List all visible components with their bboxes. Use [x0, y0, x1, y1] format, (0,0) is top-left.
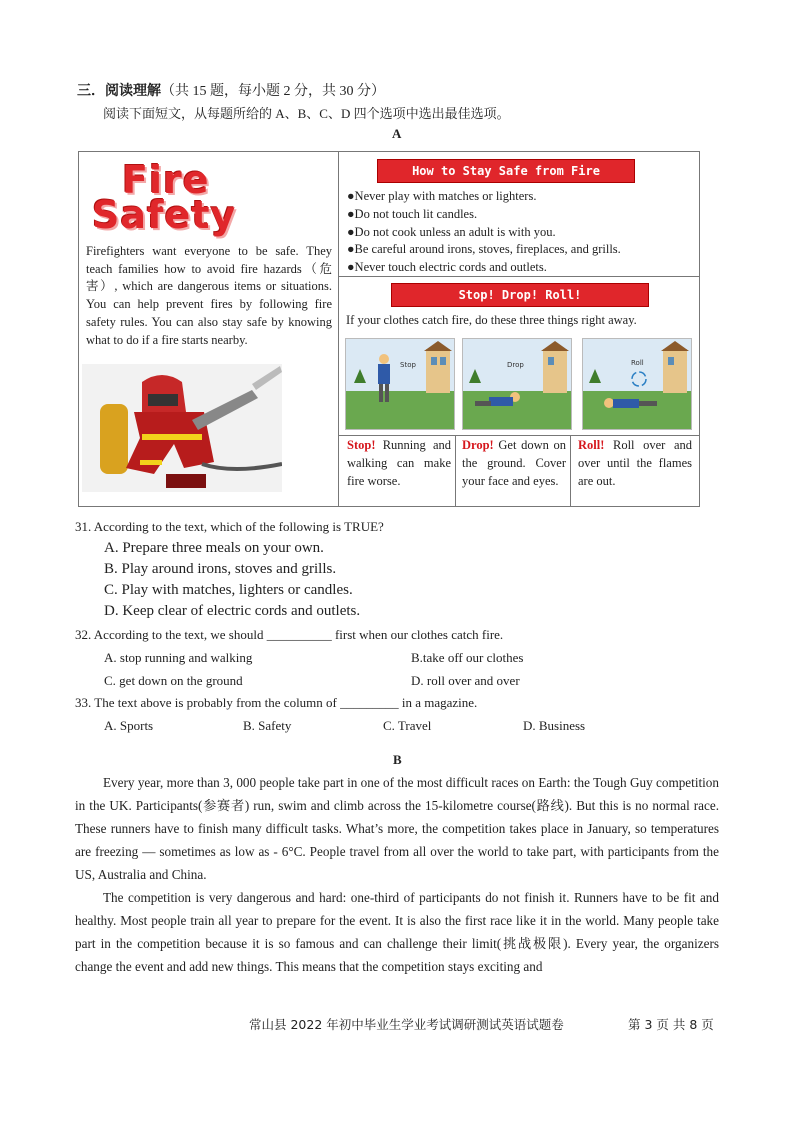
step-stop: Stop! Running and walking can make fire worse. — [347, 438, 451, 488]
paragraph-1: Every year, more than 3, 000 people take part in one of the most difficult races on Earth: the Tough Guy competition in the UK. Participants(参赛者) run, swim and climb across the 15-kilometre course(路线). But this is no normal race. These runners have to finish many difficult tasks. What’s more, the competition takes place in January, so temperatures are freezing — sometimes as low as - 6°C. People travel from all over the world to take part, with participants from the US, Australia and China. — [75, 775, 719, 882]
q31-option-d: D. Keep clear of electric cords and outlets. — [104, 603, 361, 619]
box-divider — [338, 151, 339, 507]
stop-drop-roll-banner: Stop! Drop! Roll! — [391, 283, 649, 307]
footer-title: 常山县 2022 年初中毕业生学业考试调研测试英语试题卷 — [249, 1017, 564, 1032]
box-divider — [455, 435, 456, 507]
passage-b-body — [75, 771, 719, 978]
firefighter-illustration — [82, 364, 282, 492]
q33-option-b: B. Safety — [243, 718, 292, 733]
how-to-stay-safe-banner: How to Stay Safe from Fire — [377, 159, 635, 183]
drop-picture — [462, 338, 572, 430]
roll-label: Roll — [631, 359, 644, 367]
list-item: ●Never play with matches or lighters. — [347, 189, 537, 203]
q31-option-a: A. Prepare three meals on your own. — [104, 540, 324, 556]
stop-label: Stop — [400, 361, 416, 369]
stop-picture — [345, 338, 455, 430]
question-33-stem: 33. The text above is probably from the column of _________ in a magazine. — [75, 695, 478, 710]
step-drop: Drop! Get down on the ground. Cover your face and eyes. — [462, 438, 566, 488]
safety-rules-list — [347, 188, 621, 277]
fire-safety-logo-line2: Safety — [92, 193, 237, 237]
clothes-catch-fire-text: If your clothes catch fire, do these three things right away. — [346, 313, 637, 327]
footer-page-number: 第 3 页 共 8 页 — [628, 1017, 714, 1032]
drop-label: Drop — [507, 361, 524, 369]
list-item: ●Never touch electric cords and outlets. — [347, 260, 547, 275]
q33-option-a: A. Sports — [104, 718, 154, 733]
list-item: ●Be careful around irons, stoves, fireplaces, and grills. — [347, 242, 621, 257]
q32-option-b: B.take off our clothes — [411, 650, 524, 665]
list-item: ●Do not cook unless an adult is with you. — [347, 224, 556, 239]
section-instruction: 阅读下面短文，从每题所给的 A、B、C、D 四个选项中选出最佳选项。 — [103, 106, 510, 121]
q33-option-d: D. Business — [523, 718, 586, 733]
q33-option-c: C. Travel — [383, 718, 432, 733]
roll-picture — [582, 338, 692, 430]
q32-option-a: A. stop running and walking — [104, 650, 253, 665]
q31-option-b: B. Play around irons, stoves and grills. — [104, 561, 337, 577]
question-31-stem: 31. According to the text, which of the following is TRUE? — [75, 519, 384, 534]
step-roll: Roll! Roll over and over until the flames are out. — [578, 438, 692, 488]
paragraph-2: The competition is very dangerous and hard: one-third of participants do not finish it. Runners have to be fit and healthy. Most people train all year to prepare for the event. It is also the first race like it in the world. Many people take part in the competition because it is so famous and can challenge their limit(挑战极限). Every year, the organizers change the event and add new things. This means that the competition stays exciting and — [75, 890, 719, 974]
q32-option-c: C. get down on the ground — [104, 673, 243, 688]
section-title: 三．阅读理解（共 15 题，每小题 2 分，共 30 分） — [77, 83, 385, 99]
fire-safety-logo-line1: Fire — [122, 158, 210, 202]
box-divider — [338, 435, 700, 436]
box-divider — [570, 435, 571, 507]
question-32-stem: 32. According to the text, we should __________ first when our clothes catch fire. — [75, 627, 504, 642]
passage-a-label: A — [392, 126, 402, 141]
passage-b-label: B — [393, 752, 402, 767]
q32-option-d: D. roll over and over — [411, 673, 520, 688]
intro-text: Firefighters want everyone to be safe. They teach families how to avoid fire hazards（危害）, which are dangerous items or situations. You can help prevent fires by following fire safety rules. You can also stay safe by knowing what to do if a fire starts nearby. — [86, 244, 332, 347]
q31-option-c: C. Play with matches, lighters or candles. — [104, 582, 353, 598]
list-item: ●Do not touch lit candles. — [347, 206, 478, 221]
